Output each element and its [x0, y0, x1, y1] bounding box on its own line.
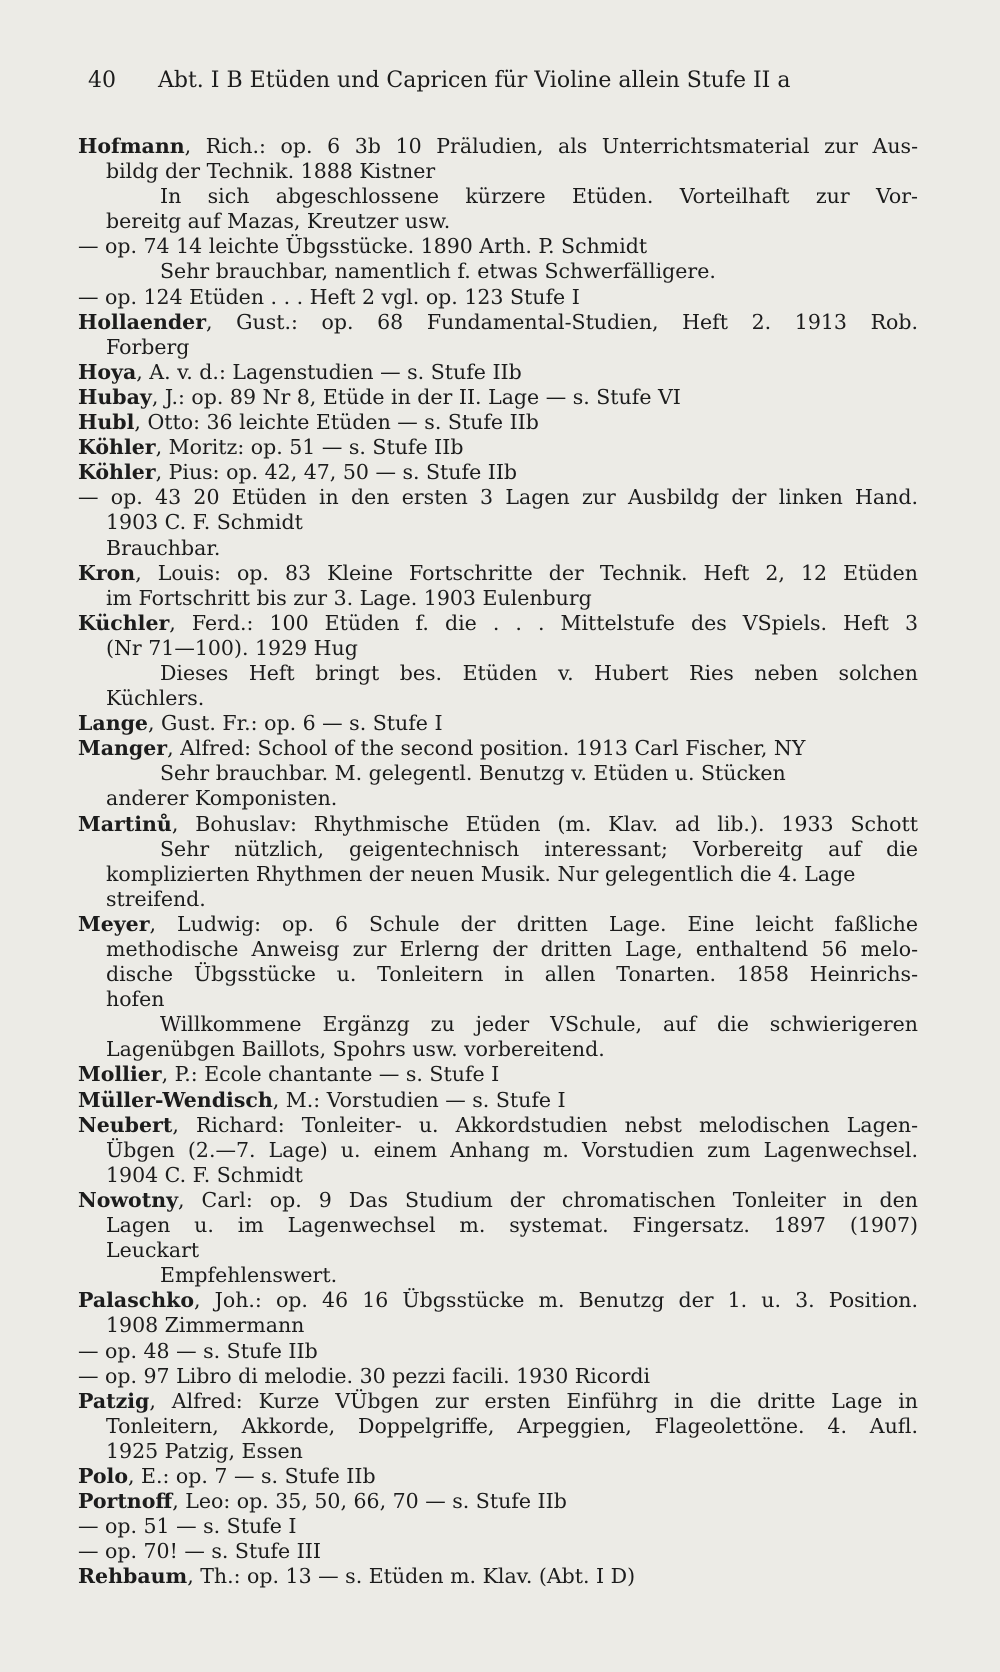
- entry-text: Übgen (2.—7. Lage) u. einem Anhang m. Vorstudien zum Lagenwechsel.: [106, 1137, 918, 1162]
- entry: [78, 1464, 918, 1489]
- composer-name: Polo: [78, 1463, 128, 1488]
- entry-line: [78, 887, 918, 912]
- composer-name: Hoya: [78, 359, 137, 384]
- entry: [78, 410, 918, 435]
- entry-text: , Gust.: op. 68 Fundamental-Studien, Heft 2. 1913 Rob.: [206, 309, 918, 334]
- entry-line: [78, 711, 918, 736]
- entry: [78, 285, 918, 310]
- entry-line: [78, 862, 918, 887]
- entry-text: , Louis: op. 83 Kleine Fortschritte der Technik. Heft 2, 12 Etüden: [135, 560, 918, 585]
- entry-line: [78, 536, 918, 561]
- entry-line: [78, 661, 918, 686]
- entry: [78, 1539, 918, 1564]
- entry-text: — op. 43 20 Etüden in den ersten 3 Lagen zur Ausbildg der linken Hand.: [78, 485, 918, 510]
- entry-text: 1925 Patzig, Essen: [106, 1438, 303, 1463]
- entry-line: [78, 234, 918, 259]
- entry-text: Sehr brauchbar, namentlich f. etwas Schwerfälligere.: [160, 259, 716, 284]
- entry-text: methodische Anweisg zur Erlerng der dritten Lage, enthaltend 56 melo-: [106, 937, 918, 961]
- entry-text: Sehr brauchbar. M. gelegentl. Benutzg v. Etüden u. Stücken: [160, 761, 786, 786]
- entry: [78, 561, 918, 611]
- entry-line: [78, 686, 918, 711]
- composer-name: Hubay: [78, 384, 152, 409]
- entry-line: [78, 837, 918, 862]
- entry-line: [78, 385, 918, 410]
- entry-text: Sehr nützlich, geigentechnisch interessant; Vorbereitg auf die: [160, 836, 918, 861]
- entry: [78, 611, 918, 711]
- composer-name: Köhler: [78, 435, 156, 460]
- entry: [78, 1088, 918, 1113]
- entry: [78, 435, 918, 460]
- entry: [78, 912, 918, 1063]
- entry-text: 1908 Zimmermann: [106, 1313, 305, 1338]
- entry-line: [78, 761, 918, 786]
- entry-line: [78, 1188, 918, 1213]
- entry-text: , Alfred: School of the second position. 1913 Carl Fischer, NY: [167, 736, 806, 761]
- entry-text: streifend.: [106, 886, 206, 911]
- entry-line: [78, 1339, 918, 1364]
- entry-line: [78, 435, 918, 460]
- entry: [78, 1364, 918, 1389]
- entry-text: , Ferd.: 100 Etüden f. die . . . Mittelstufe des VSpiels. Heft 3: [169, 610, 918, 635]
- entry-line: [78, 561, 918, 586]
- entry-text: im Fortschritt bis zur 3. Lage. 1903 Eulenburg: [106, 585, 592, 610]
- entry-line: [78, 510, 918, 535]
- entry: [78, 310, 918, 360]
- entry-text: , Gust. Fr.: op. 6 — s. Stufe I: [147, 711, 443, 736]
- entry-line: [78, 1213, 918, 1238]
- entry-line: [78, 1364, 918, 1389]
- entry-text: Lagenübgen Baillots, Spohrs usw. vorbereitend.: [106, 1037, 605, 1062]
- entry-line: [78, 636, 918, 661]
- entry-text: , E.: op. 7 — s. Stufe IIb: [128, 1463, 376, 1488]
- entry: [78, 1564, 918, 1589]
- entry-line: [78, 736, 918, 761]
- entry-line: [78, 1062, 918, 1087]
- entry-text: bereitg auf Mazas, Kreutzer usw.: [106, 209, 451, 234]
- entry: [78, 460, 918, 485]
- entry-line: [78, 812, 918, 837]
- entry-line: [78, 310, 918, 335]
- entry-list: [78, 134, 918, 1589]
- composer-name: Patzig: [78, 1388, 150, 1413]
- entry-text: , Ludwig: op. 6 Schule der dritten Lage. Eine leicht faßliche: [149, 911, 918, 936]
- entry-text: Lagen u. im Lagenwechsel m. systemat. Fingersatz. 1897 (1907): [106, 1213, 918, 1238]
- entry: [78, 1188, 918, 1288]
- entry-line: [78, 962, 918, 987]
- entry-line: [78, 611, 918, 636]
- entry-line: [78, 1138, 918, 1163]
- composer-name: Neubert: [78, 1112, 173, 1137]
- composer-name: Hollaender: [78, 309, 207, 334]
- composer-name: Meyer: [78, 911, 150, 936]
- composer-name: Kron: [78, 560, 136, 585]
- entry-line: [78, 1313, 918, 1338]
- entry-line: [78, 360, 918, 385]
- entry-line: [78, 1414, 918, 1439]
- entry-line: [78, 1163, 918, 1188]
- entry: [78, 234, 918, 284]
- entry-text: , Richard: Tonleiter- u. Akkordstudien nebst melodischen Lagen-: [172, 1112, 918, 1137]
- entry-text: In sich abgeschlossene kürzere Etüden. Vorteilhaft zur Vor-: [160, 184, 918, 209]
- entry-line: [78, 1439, 918, 1464]
- entry-text: — op. 74 14 leichte Übgsstücke. 1890 Arth. P. Schmidt: [78, 234, 648, 259]
- entry-text: , Th.: op. 13 — s. Etüden m. Klav. (Abt. I D): [187, 1564, 636, 1589]
- entry-line: [78, 1263, 918, 1288]
- entry-line: [78, 912, 918, 937]
- entry-line: [78, 1514, 918, 1539]
- entry: [78, 1113, 918, 1188]
- entry-text: , Leo: op. 35, 50, 66, 70 — s. Stufe IIb: [172, 1489, 567, 1514]
- entry-text: dische Übgsstücke u. Tonleitern in allen Tonarten. 1858 Heinrichs-: [106, 962, 918, 987]
- entry: [78, 1389, 918, 1464]
- entry-text: Küchlers.: [106, 686, 205, 711]
- entry-line: [78, 410, 918, 435]
- entry-text: — op. 51 — s. Stufe I: [78, 1514, 297, 1539]
- entry-text: Tonleitern, Akkorde, Doppelgriffe, Arpeggien, Flageolettöne. 4. Aufl.: [106, 1413, 918, 1438]
- entry-text: anderer Komponisten.: [106, 786, 338, 811]
- entry-line: [78, 586, 918, 611]
- composer-name: Mollier: [78, 1062, 162, 1087]
- composer-name: Köhler: [78, 460, 156, 485]
- entry-text: , M.: Vorstudien — s. Stufe I: [272, 1087, 566, 1112]
- entry-text: — op. 97 Libro di melodie. 30 pezzi facili. 1930 Ricordi: [78, 1363, 651, 1388]
- entry-text: Leuckart: [106, 1238, 200, 1263]
- entry-text: , P.: Ecole chantante — s. Stufe I: [161, 1062, 500, 1087]
- entry-text: — op. 124 Etüden . . . Heft 2 vgl. op. 123 Stufe I: [78, 284, 580, 309]
- entry-line: [78, 987, 918, 1012]
- entry-text: Willkommene Ergänzg zu jeder VSchule, auf die schwierigeren: [160, 1012, 918, 1037]
- entry-line: [78, 1012, 918, 1037]
- entry-text: , A. v. d.: Lagenstudien — s. Stufe IIb: [136, 359, 522, 384]
- entry-line: [78, 485, 918, 510]
- entry-line: [78, 1238, 918, 1263]
- entry-line: [78, 460, 918, 485]
- entry-text: (Nr 71—100). 1929 Hug: [106, 635, 358, 660]
- entry-line: [78, 335, 918, 360]
- entry-line: [78, 285, 918, 310]
- entry: [78, 1339, 918, 1364]
- entry-line: [78, 1288, 918, 1313]
- entry-line: [78, 184, 918, 209]
- entry: [78, 1489, 918, 1514]
- composer-name: Nowotny: [78, 1187, 179, 1212]
- entry-text: bildg der Technik. 1888 Kistner: [106, 159, 436, 184]
- entry-text: , J.: op. 89 Nr 8, Etüde in der II. Lage — s. Stufe VI: [151, 384, 681, 409]
- entry-text: Brauchbar.: [106, 535, 221, 560]
- entry-line: [78, 259, 918, 284]
- entry: [78, 360, 918, 385]
- entry-text: , Otto: 36 leichte Etüden — s. Stufe IIb: [134, 410, 539, 435]
- entry-line: [78, 1113, 918, 1138]
- composer-name: Küchler: [78, 610, 170, 635]
- entry-line: [78, 1489, 918, 1514]
- composer-name: Rehbaum: [78, 1564, 188, 1589]
- entry-text: , Joh.: op. 46 16 Übgsstücke m. Benutzg der 1. u. 3. Position.: [194, 1288, 918, 1313]
- composer-name: Manger: [78, 736, 168, 761]
- composer-name: Hubl: [78, 410, 135, 435]
- entry-text: Forberg: [106, 334, 190, 359]
- composer-name: Palaschko: [78, 1288, 195, 1313]
- entry: [78, 1062, 918, 1087]
- entry-line: [78, 209, 918, 234]
- entry-text: 1903 C. F. Schmidt: [106, 510, 303, 535]
- entry-text: 1904 C. F. Schmidt: [106, 1162, 303, 1187]
- entry: [78, 134, 918, 234]
- entry: [78, 711, 918, 736]
- page-number: 40: [88, 68, 116, 93]
- entry-text: komplizierten Rhythmen der neuen Musik. Nur gelegentlich die 4. Lage: [106, 861, 856, 886]
- entry-text: , Pius: op. 42, 47, 50 — s. Stufe IIb: [155, 460, 518, 485]
- entry-line: [78, 1464, 918, 1489]
- entry-text: , Rich.: op. 6 3b 10 Präludien, als Unterrichtsmaterial zur Aus-: [184, 134, 918, 158]
- composer-name: Lange: [78, 711, 148, 736]
- entry-text: , Carl: op. 9 Das Studium der chromatischen Tonleiter in den: [178, 1187, 918, 1212]
- entry-text: , Alfred: Kurze VÜbgen zur ersten Einführg in die dritte Lage in: [149, 1388, 918, 1413]
- entry: [78, 812, 918, 912]
- entry-line: [78, 134, 918, 159]
- entry-line: [78, 937, 918, 962]
- composer-name: Martinů: [78, 811, 172, 836]
- composer-name: Hofmann: [78, 134, 185, 158]
- entry-text: Dieses Heft bringt bes. Etüden v. Hubert Ries neben solchen: [160, 660, 918, 685]
- entry: [78, 485, 918, 560]
- entry-text: , Bohuslav: Rhythmische Etüden (m. Klav. ad lib.). 1933 Schott: [171, 811, 918, 836]
- entry-text: hofen: [106, 987, 165, 1012]
- entry: [78, 1288, 918, 1338]
- entry-text: — op. 70! — s. Stufe III: [78, 1539, 321, 1564]
- entry-text: Empfehlenswert.: [160, 1263, 338, 1288]
- entry-line: [78, 159, 918, 184]
- entry: [78, 385, 918, 410]
- entry-line: [78, 786, 918, 811]
- entry-text: , Moritz: op. 51 — s. Stufe IIb: [155, 435, 464, 460]
- entry-line: [78, 1564, 918, 1589]
- entry: [78, 1514, 918, 1539]
- entry: [78, 736, 918, 811]
- entry-text: — op. 48 — s. Stufe IIb: [78, 1338, 318, 1363]
- composer-name: Müller-Wendisch: [78, 1087, 273, 1112]
- entry-line: [78, 1037, 918, 1062]
- entry-line: [78, 1389, 918, 1414]
- entry-line: [78, 1088, 918, 1113]
- entry-line: [78, 1539, 918, 1564]
- composer-name: Portnoff: [78, 1489, 173, 1514]
- running-title: Abt. I B Etüden und Capricen für Violine allein Stufe II a: [158, 68, 791, 93]
